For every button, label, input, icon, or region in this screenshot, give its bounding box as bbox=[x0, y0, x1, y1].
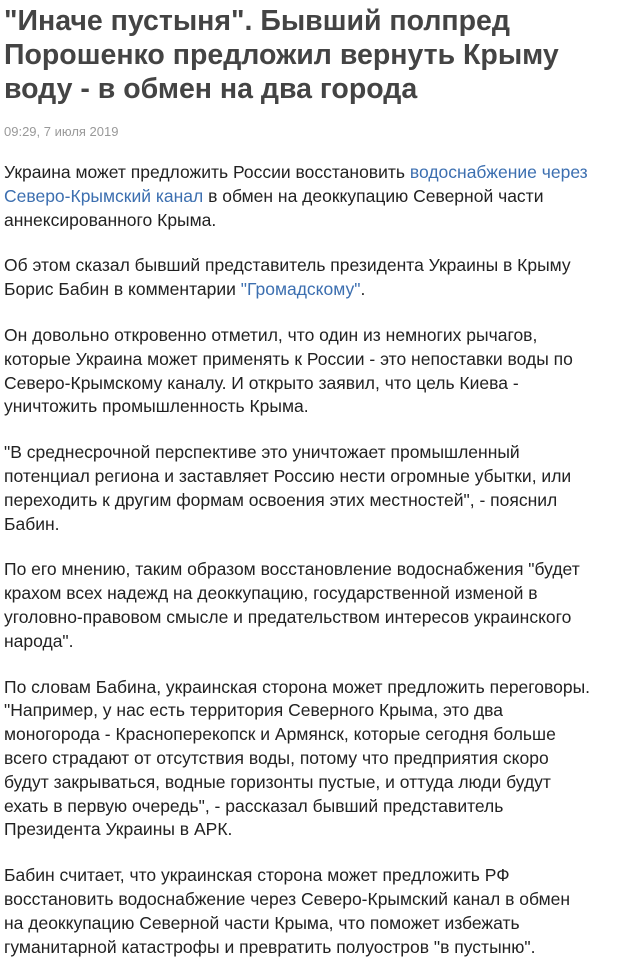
publish-timestamp: 09:29, 7 июля 2019 bbox=[4, 124, 119, 139]
paragraph-line bbox=[4, 185, 612, 209]
article-paragraph bbox=[4, 324, 612, 419]
article-body bbox=[4, 161, 612, 959]
text-segment: ехать в первую очередь", - рассказал бывший представитель bbox=[4, 795, 504, 816]
paragraph-line bbox=[4, 324, 612, 348]
paragraph-line bbox=[4, 723, 612, 747]
text-segment: . bbox=[360, 279, 366, 300]
inline-link[interactable]: Северо-Крымский канал bbox=[4, 185, 204, 206]
article-title-line: воду - в обмен на два города bbox=[4, 73, 418, 105]
text-segment: переходить к другим формам освоения этих местностей", - пояснил bbox=[4, 489, 558, 510]
article-title bbox=[4, 4, 612, 106]
paragraph-line bbox=[4, 489, 612, 513]
text-segment: восстановить водоснабжение через Северо-Крымский канал в обмен bbox=[4, 888, 571, 909]
text-segment: аннексированного Крыма. bbox=[4, 209, 217, 230]
text-segment: потенциал региона и заставляет Россию нести огромные убытки, или bbox=[4, 465, 572, 486]
text-segment: Президента Украины в АРК. bbox=[4, 819, 233, 840]
inline-link[interactable]: водоснабжение через bbox=[409, 162, 588, 182]
text-segment: гуманитарной катастрофы и превратить полуостров "в пустыню". bbox=[4, 936, 536, 957]
text-segment: крахом всех надежд на деоккупацию, государственной изменой в bbox=[4, 583, 538, 604]
article-title-line: "Иначе пустыня". Бывший полпред bbox=[4, 5, 511, 37]
paragraph-line bbox=[4, 912, 612, 936]
text-segment: По его мнению, таким образом восстановление водоснабжения "будет bbox=[4, 559, 580, 580]
text-segment: уголовно-правовом смысле и предательством интересов украинского bbox=[4, 606, 572, 627]
text-segment: в обмен на деоккупацию Северной части bbox=[203, 185, 544, 206]
article-paragraph bbox=[4, 676, 612, 843]
paragraph-line bbox=[4, 278, 612, 302]
paragraph-line bbox=[4, 558, 612, 582]
paragraph-line bbox=[4, 348, 612, 372]
paragraph-line bbox=[4, 441, 612, 465]
text-segment: "В среднесрочной перспективе это уничтожает промышленный bbox=[4, 442, 520, 463]
paragraph-line bbox=[4, 795, 612, 819]
text-segment: которые Украина может применять к России - это непоставки воды по bbox=[4, 348, 573, 369]
text-segment: будут закрываться, водные горизонты пустые, и оттуда люди будут bbox=[4, 771, 551, 792]
article-paragraph bbox=[4, 441, 612, 536]
text-segment: уничтожить промышленность Крыма. bbox=[4, 396, 309, 417]
text-segment: Бабин. bbox=[4, 513, 60, 534]
paragraph-line bbox=[4, 888, 612, 912]
paragraph-line bbox=[4, 513, 612, 537]
paragraph-line bbox=[4, 161, 612, 185]
article-paragraph bbox=[4, 161, 612, 232]
inline-link[interactable]: "Громадскому" bbox=[240, 279, 361, 300]
paragraph-line bbox=[4, 864, 612, 888]
text-segment: Украина может предложить России восстановить bbox=[4, 162, 410, 182]
text-segment: моногорода - Красноперекопск и Армянск, которые сегодня больше bbox=[4, 724, 556, 745]
article-paragraph bbox=[4, 254, 612, 302]
text-segment: "Например, у нас есть территория Северного Крыма, это два bbox=[4, 700, 503, 721]
text-segment: Он довольно откровенно отметил, что один из немногих рычагов, bbox=[4, 324, 538, 345]
paragraph-line bbox=[4, 372, 612, 396]
paragraph-line bbox=[4, 747, 612, 771]
article-paragraph bbox=[4, 558, 612, 653]
paragraph-line bbox=[4, 395, 612, 419]
paragraph-line bbox=[4, 465, 612, 489]
paragraph-line bbox=[4, 209, 612, 233]
paragraph-line bbox=[4, 630, 612, 654]
paragraph-line bbox=[4, 606, 612, 630]
paragraph-line bbox=[4, 936, 612, 959]
paragraph-line bbox=[4, 771, 612, 795]
text-segment: По словам Бабина, украинская сторона может предложить переговоры. bbox=[4, 676, 591, 697]
article-title-line: Порошенко предложил вернуть Крыму bbox=[4, 39, 559, 71]
paragraph-line bbox=[4, 818, 612, 842]
paragraph-line bbox=[4, 254, 612, 278]
paragraph-line bbox=[4, 582, 612, 606]
article-paragraph bbox=[4, 864, 612, 959]
text-segment: Бабин считает, что украинская сторона может предложить РФ bbox=[4, 865, 510, 886]
paragraph-line bbox=[4, 676, 612, 700]
paragraph-line bbox=[4, 699, 612, 723]
text-segment: Борис Бабин в комментарии bbox=[4, 279, 241, 300]
text-segment: на деоккупацию Северной части Крыма, что поможет избежать bbox=[4, 912, 520, 933]
text-segment: народа". bbox=[4, 630, 74, 651]
text-segment: Об этом сказал бывший представитель президента Украины в Крыму bbox=[4, 255, 571, 276]
text-segment: всего страдают от отсутствия воды, потому что предприятия скоро bbox=[4, 747, 549, 768]
text-segment: Северо-Крымскому каналу. И открыто заявил, что цель Киева - bbox=[4, 372, 519, 393]
